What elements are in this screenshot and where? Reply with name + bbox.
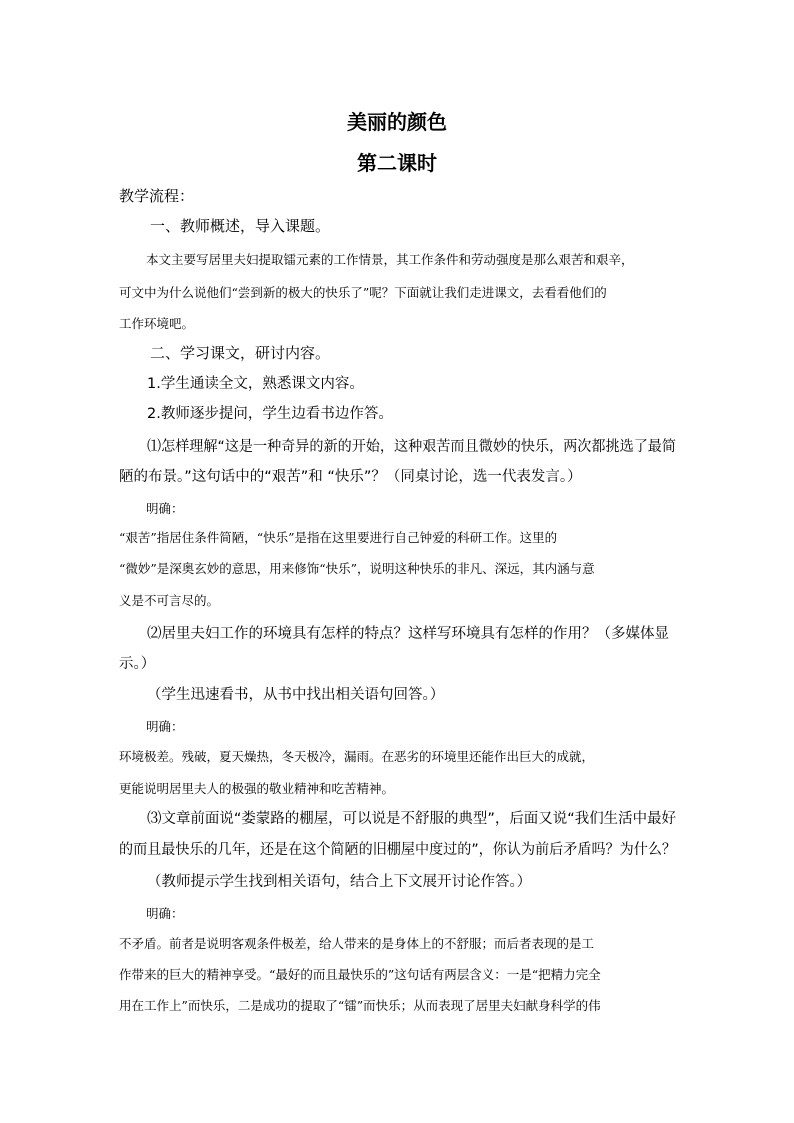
step-1: 1.学生通读全文，熟悉课文内容。 xyxy=(147,376,364,392)
step-2: 2.教师逐步提问，学生边看书边作答。 xyxy=(147,406,393,422)
answer-3-line-2: 作带来的巨大的精神享受。“最好的而且最快乐的”这句话有两层含义：一是“把精力完全 xyxy=(119,967,601,982)
section2-heading: 二、学习课文，研讨内容。 xyxy=(150,344,331,362)
intro-line-2: 可文中为什么说他们“尝到新的极大的快乐了”呢？下面就让我们走进课文，去看看他们的 xyxy=(119,285,607,300)
document-subtitle: 第二课时 xyxy=(357,151,437,175)
question-1-line-1: ⑴怎样理解“这是一种奇异的新的开始，这种艰苦而且微妙的快乐，两次都挑选了最简 xyxy=(147,439,677,455)
answer-2-line-1: 环境极差。残破，夏天燥热，冬天极冷，漏雨。在恶劣的环境里还能作出巨大的成就， xyxy=(119,749,595,764)
question-3-line-1: ⑶文章前面说“娄蒙路的棚屋，可以说是不舒服的典型”，后面又说“我们生活中最好 xyxy=(147,811,677,827)
clear-label-3: 明确： xyxy=(146,906,184,921)
document-title: 美丽的颜色 xyxy=(347,110,447,134)
intro-line-1: 本文主要写居里夫妇提取镭元素的工作情景，其工作条件和劳动强度是那么艰苦和艰辛， xyxy=(146,252,634,267)
question-3-line-2: 的而且最快乐的几年，还是在这个简陋的旧棚屋中度过的”，你认为前后矛盾吗？为什么？ xyxy=(119,842,677,858)
answer-3-line-3: 用在工作上”而快乐，二是成功的提取了“镭”而快乐；从而表现了居里夫妇献身科学的伟 xyxy=(119,998,601,1013)
question-3-note: （教师提示学生找到相关语句，结合上下文展开讨论作答。） xyxy=(147,874,532,890)
section1-heading: 一、教师概述，导入课题。 xyxy=(150,217,331,235)
question-1-line-2: 陋的布景。”这句话中的“艰苦”和 “快乐”？（同桌讨论，选一代表发言。） xyxy=(119,469,582,485)
flow-label: 教学流程： xyxy=(119,187,195,205)
question-2-line-1: ⑵居里夫妇工作的环境具有怎样的特点？这样写环境具有怎样的作用？（多媒体显 xyxy=(147,626,669,642)
intro-line-3: 工作环境吧。 xyxy=(119,316,195,331)
answer-1-line-2: “微妙”是深奥玄妙的意思，用来修饰“快乐”，说明这种快乐的非凡、深远，其内涵与意 xyxy=(119,561,595,576)
answer-2-line-2: 更能说明居里夫人的极强的敬业精神和吃苦精神。 xyxy=(119,781,395,796)
answer-1-line-3: 义是不可言尽的。 xyxy=(119,593,220,608)
clear-label-2: 明确： xyxy=(146,719,184,734)
question-2-line-2: 示。） xyxy=(119,656,156,672)
clear-label-1: 明确： xyxy=(146,501,184,516)
answer-3-line-1: 不矛盾。前者是说明客观条件极差，给人带来的是身体上的不舒服；而后者表现的是工 xyxy=(119,936,595,951)
question-2-note: （学生迅速看书，从书中找出相关语句回答。） xyxy=(147,687,445,703)
answer-1-line-1: “艰苦”指居住条件简陋，“快乐”是指在这里要进行自己钟爱的科研工作。这里的 xyxy=(119,530,558,545)
